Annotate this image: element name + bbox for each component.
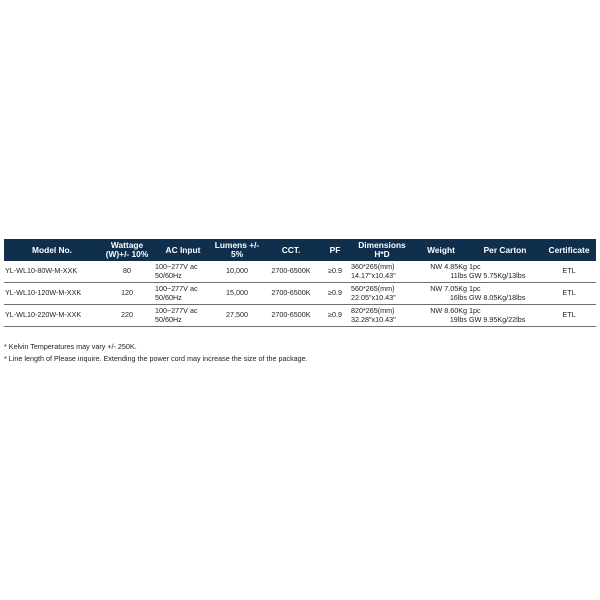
header-cct: CCT. <box>262 239 320 261</box>
header-per-carton: Per Carton <box>468 239 542 261</box>
cell-wattage: 220 <box>100 305 154 327</box>
dimensions-mm: 360*265(mm) <box>351 261 395 271</box>
ac-input-voltage: 100~277V ac <box>155 261 198 271</box>
spec-table <box>4 239 596 327</box>
header-model: Model No. <box>4 239 100 261</box>
cell-per-carton <box>468 305 542 327</box>
carton-count: 1pc <box>469 261 481 271</box>
dimensions-inch: 14.17"x10.43" <box>351 270 396 280</box>
dimensions-inch: 32.28"x10.43" <box>351 314 396 324</box>
header-certificate: Certificate <box>542 239 596 261</box>
cell-dimensions <box>350 283 414 305</box>
header-weight: Weight <box>414 239 468 261</box>
weight-lbs: 11lbs <box>450 270 467 280</box>
header-ac-input: AC Input <box>154 239 212 261</box>
ac-input-voltage: 100~277V ac <box>155 305 198 315</box>
cell-certificate: ETL <box>542 283 596 305</box>
header-pf: PF <box>320 239 350 261</box>
cell-lumens: 10,000 <box>212 261 262 283</box>
cell-model: YL-WL10-120W-M-XXK <box>4 283 100 305</box>
table-row <box>4 305 596 327</box>
dimensions-mm: 560*265(mm) <box>351 283 395 293</box>
footnotes <box>4 341 308 365</box>
table-body <box>4 261 596 327</box>
cell-certificate: ETL <box>542 305 596 327</box>
cell-pf: ≥0.9 <box>320 305 350 327</box>
cell-weight <box>414 305 468 327</box>
weight-net: NW 8.60Kg <box>430 305 467 315</box>
cell-lumens: 27,500 <box>212 305 262 327</box>
weight-lbs: 19lbs <box>449 314 467 324</box>
cell-weight <box>414 283 468 305</box>
ac-input-voltage: 100~277V ac <box>155 283 198 293</box>
cell-wattage: 80 <box>100 261 154 283</box>
dimensions-inch: 22.05"x10.43" <box>351 292 396 302</box>
spec-table-container <box>4 239 596 327</box>
ac-input-frequency: 50/60Hz <box>155 314 182 324</box>
cell-lumens: 15,000 <box>212 283 262 305</box>
cell-per-carton <box>468 261 542 283</box>
cell-cct: 2700-6500K <box>262 283 320 305</box>
cell-cct: 2700-6500K <box>262 261 320 283</box>
header-wattage: Wattage (W)+/- 10% <box>100 239 154 261</box>
cell-cct: 2700-6500K <box>262 305 320 327</box>
weight-lbs: 16lbs <box>449 292 467 302</box>
note-kelvin: * Kelvin Temperatures may vary +/- 250K. <box>4 342 137 351</box>
header-lumens: Lumens +/- 5% <box>212 239 262 261</box>
cell-ac-input <box>154 261 212 283</box>
cell-per-carton <box>468 283 542 305</box>
dimensions-mm: 820*265(mm) <box>351 305 395 315</box>
note-line-length: * Line length of Please inquire. Extending the power cord may increase the size of the package. <box>4 354 308 363</box>
cell-ac-input <box>154 283 212 305</box>
carton-gross-weight: GW 9.95Kg/22lbs <box>469 314 526 324</box>
cell-ac-input <box>154 305 212 327</box>
cell-dimensions <box>350 261 414 283</box>
carton-gross-weight: GW 8.05Kg/18lbs <box>469 292 526 302</box>
cell-certificate: ETL <box>542 261 596 283</box>
cell-pf: ≥0.9 <box>320 261 350 283</box>
carton-gross-weight: GW 5.75Kg/13lbs <box>469 270 526 280</box>
table-row <box>4 283 596 305</box>
cell-weight <box>414 261 468 283</box>
table-row <box>4 261 596 283</box>
cell-model: YL-WL10-220W-M-XXK <box>4 305 100 327</box>
weight-net: NW 7.05Kg <box>430 283 467 293</box>
header-row <box>4 239 596 261</box>
carton-count: 1pc <box>469 283 481 293</box>
cell-model: YL-WL10-80W-M-XXK <box>4 261 100 283</box>
table-header <box>4 239 596 261</box>
cell-dimensions <box>350 305 414 327</box>
ac-input-frequency: 50/60Hz <box>155 270 182 280</box>
header-dimensions: Dimensions H*D <box>350 239 414 261</box>
carton-count: 1pc <box>469 305 481 315</box>
ac-input-frequency: 50/60Hz <box>155 292 182 302</box>
cell-wattage: 120 <box>100 283 154 305</box>
weight-net: NW 4.85Kg <box>430 261 467 271</box>
cell-pf: ≥0.9 <box>320 283 350 305</box>
